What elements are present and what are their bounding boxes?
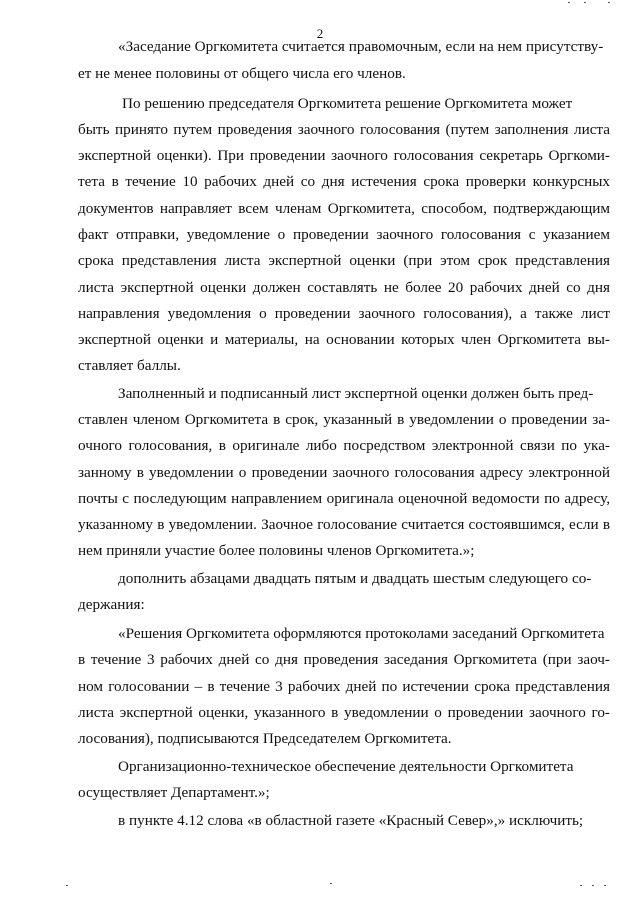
text-line: направления уведомления о проведении заочного голосования), а также лист: [78, 305, 610, 322]
text-line: нем приняли участие более половины членов Оргкомитета.»;: [78, 542, 475, 559]
text-line: ном голосовании – в течение 3 рабочих дней по истечении срока представления: [78, 678, 610, 695]
text-line: «Заседание Оргкомитета считается правомочным, если на нем присутству-: [118, 38, 604, 55]
text-line: лосования), подписываются Председателем Оргкомитета.: [78, 730, 452, 747]
text-line: почты с последующим направлением оригинала оценочной ведомости по адресу,: [78, 490, 610, 507]
text-line: очного голосования, в оригинале либо посредством электронной связи по ука-: [78, 437, 610, 454]
scan-speck: [330, 883, 332, 884]
scan-speck: [608, 2, 610, 3]
text-line: ет не менее половины от общего числа его членов.: [78, 65, 406, 82]
text-line: Заполненный и подписанный лист экспертной оценки должен быть пред-: [118, 385, 594, 402]
text-line: «Решения Оргкомитета оформляются протоколами заседаний Оргкомитета: [118, 625, 605, 642]
text-line: экспертной оценки). При проведении заочного голосования секретарь Оргкоми-: [78, 147, 610, 164]
text-line: в течение 3 рабочих дней со дня проведения заседания Оргкомитета (при заоч-: [78, 651, 610, 668]
scan-speck: [584, 2, 586, 3]
text-line: ставляет баллы.: [78, 357, 181, 374]
text-line: занному в уведомлении о проведении заочного голосования адресу электронной: [78, 464, 610, 481]
text-line: По решению председателя Оргкомитета решение Оргкомитета может: [122, 95, 573, 112]
text-line: тета в течение 10 рабочих дней со дня истечения срока проверки конкурсных: [78, 173, 610, 190]
text-line: листа экспертной оценки должен составлять не более 20 рабочих дней со дня: [78, 279, 610, 296]
scan-speck: [580, 885, 582, 886]
text-line: листа экспертной оценки, указанного в уведомлении о проведении заочного го-: [78, 704, 610, 721]
page-number: 2: [316, 26, 324, 41]
text-line: срока представления листа экспертной оценки (при этом срок представления: [78, 252, 610, 269]
scan-speck: [66, 885, 68, 886]
text-line: Организационно-техническое обеспечение деятельности Оргкомитета: [118, 758, 574, 775]
text-line: осуществляет Департамент.»;: [78, 784, 270, 801]
text-line: быть принято путем проведения заочного голосования (путем заполнения листа: [78, 121, 610, 138]
scan-speck: [592, 885, 594, 886]
text-line: документов направляет всем членам Оргкомитета, способом, подтверждающим: [78, 200, 610, 217]
text-line: дополнить абзацами двадцать пятым и двадцать шестым следующего со-: [118, 570, 592, 587]
text-line: экспертной оценки и материалы, на основании которых член Оргкомитета вы-: [78, 331, 610, 348]
text-line: в пункте 4.12 слова «в областной газете «Красный Север»,» исключить;: [118, 812, 584, 829]
text-line: держания:: [78, 596, 145, 613]
text-line: указанному в уведомлении. Заочное голосование считается состоявшимся, если в: [78, 516, 610, 533]
scan-speck: [568, 2, 570, 3]
scan-speck: [604, 885, 606, 886]
text-line: факт отправки, уведомление о проведении заочного голосования с указанием: [78, 226, 610, 243]
text-line: ставлен членом Оргкомитета в срок, указанный в уведомлении о проведении за-: [78, 411, 610, 428]
